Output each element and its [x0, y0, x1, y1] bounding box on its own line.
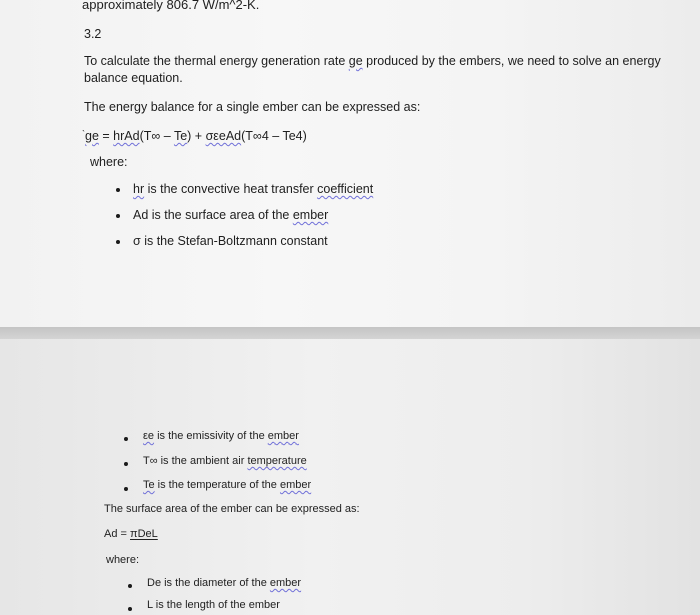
bullet-diameter — [147, 577, 301, 589]
surface-intro: The surface area of the ember can be expressed as: — [104, 503, 360, 515]
bullet-text: is the convective heat transfer — [144, 182, 318, 196]
where-label-2: where: — [106, 554, 140, 566]
bullet-text: is the temperature of the — [154, 479, 280, 491]
where-label: where: — [90, 155, 128, 169]
bullet-ambient — [143, 455, 307, 467]
eq-ge: ge — [85, 129, 99, 143]
bullet-dot — [116, 240, 120, 244]
bullet-dot — [124, 437, 128, 441]
bullet-dot — [116, 214, 120, 218]
bullet-hr — [133, 182, 373, 196]
bullet-text: T∞ is the ambient air — [143, 455, 248, 467]
term-epsilon: εe — [143, 430, 155, 442]
intro-text: produced by the embers, we need to solve an energy — [362, 54, 661, 68]
eq-hrad: hrAd — [113, 129, 140, 143]
bullet-text: De is the diameter of the — [147, 577, 270, 589]
eq-te: Te — [173, 129, 188, 143]
term-ember: ember — [269, 577, 302, 589]
bullet-te — [143, 479, 311, 491]
page-lower — [0, 339, 700, 615]
bullet-ad — [133, 208, 328, 222]
term-ember: ember — [267, 430, 299, 442]
bullet-text: Ad is the surface area of the — [133, 208, 293, 222]
eq-part: (T∞ – — [139, 129, 174, 143]
eq-part: ) + — [187, 129, 206, 143]
term-ember: ember — [292, 208, 329, 222]
energy-balance-equation: `ge = hrAd(T∞ – Te) + σεeAd(T∞4 – Te4) — [82, 129, 307, 143]
term-hr: hr — [133, 182, 145, 196]
intro-ge-term: ge — [348, 54, 363, 68]
page-separator — [0, 327, 700, 339]
term-temperature: temperature — [247, 455, 307, 467]
bullet-text: is the emissivity of the — [154, 430, 268, 442]
term-pidel: πDeL — [130, 528, 158, 540]
bullet-dot — [124, 487, 128, 491]
intro-line-2: balance equation. — [84, 71, 183, 85]
bullet-emissivity — [143, 430, 299, 442]
bullet-length: L is the length of the ember — [147, 599, 280, 611]
bullet-dot — [116, 188, 120, 192]
eq-sigma: σεeAd — [205, 129, 242, 143]
bullet-sigma: σ is the Stefan-Boltzmann constant — [133, 234, 328, 248]
top-line-text: approximately 806.7 W/m^2-K. — [82, 0, 260, 12]
ad-eq-text: Ad = — [104, 528, 130, 540]
eq-part: (T∞4 – Te4) — [241, 129, 307, 143]
term-coefficient: coefficient — [317, 182, 374, 196]
intro-text: To calculate the thermal energy generation rate — [84, 54, 349, 68]
intro-line-1 — [84, 54, 661, 68]
bullet-dot — [128, 584, 132, 588]
eq-equals: = — [98, 129, 114, 143]
term-te: Te — [143, 479, 155, 491]
bullet-dot — [124, 462, 128, 466]
balance-intro: The energy balance for a single ember can be expressed as: — [84, 100, 421, 114]
term-ember: ember — [279, 479, 312, 491]
section-number: 3.2 — [84, 27, 102, 41]
ad-equation — [104, 528, 158, 540]
bullet-dot — [128, 607, 132, 611]
